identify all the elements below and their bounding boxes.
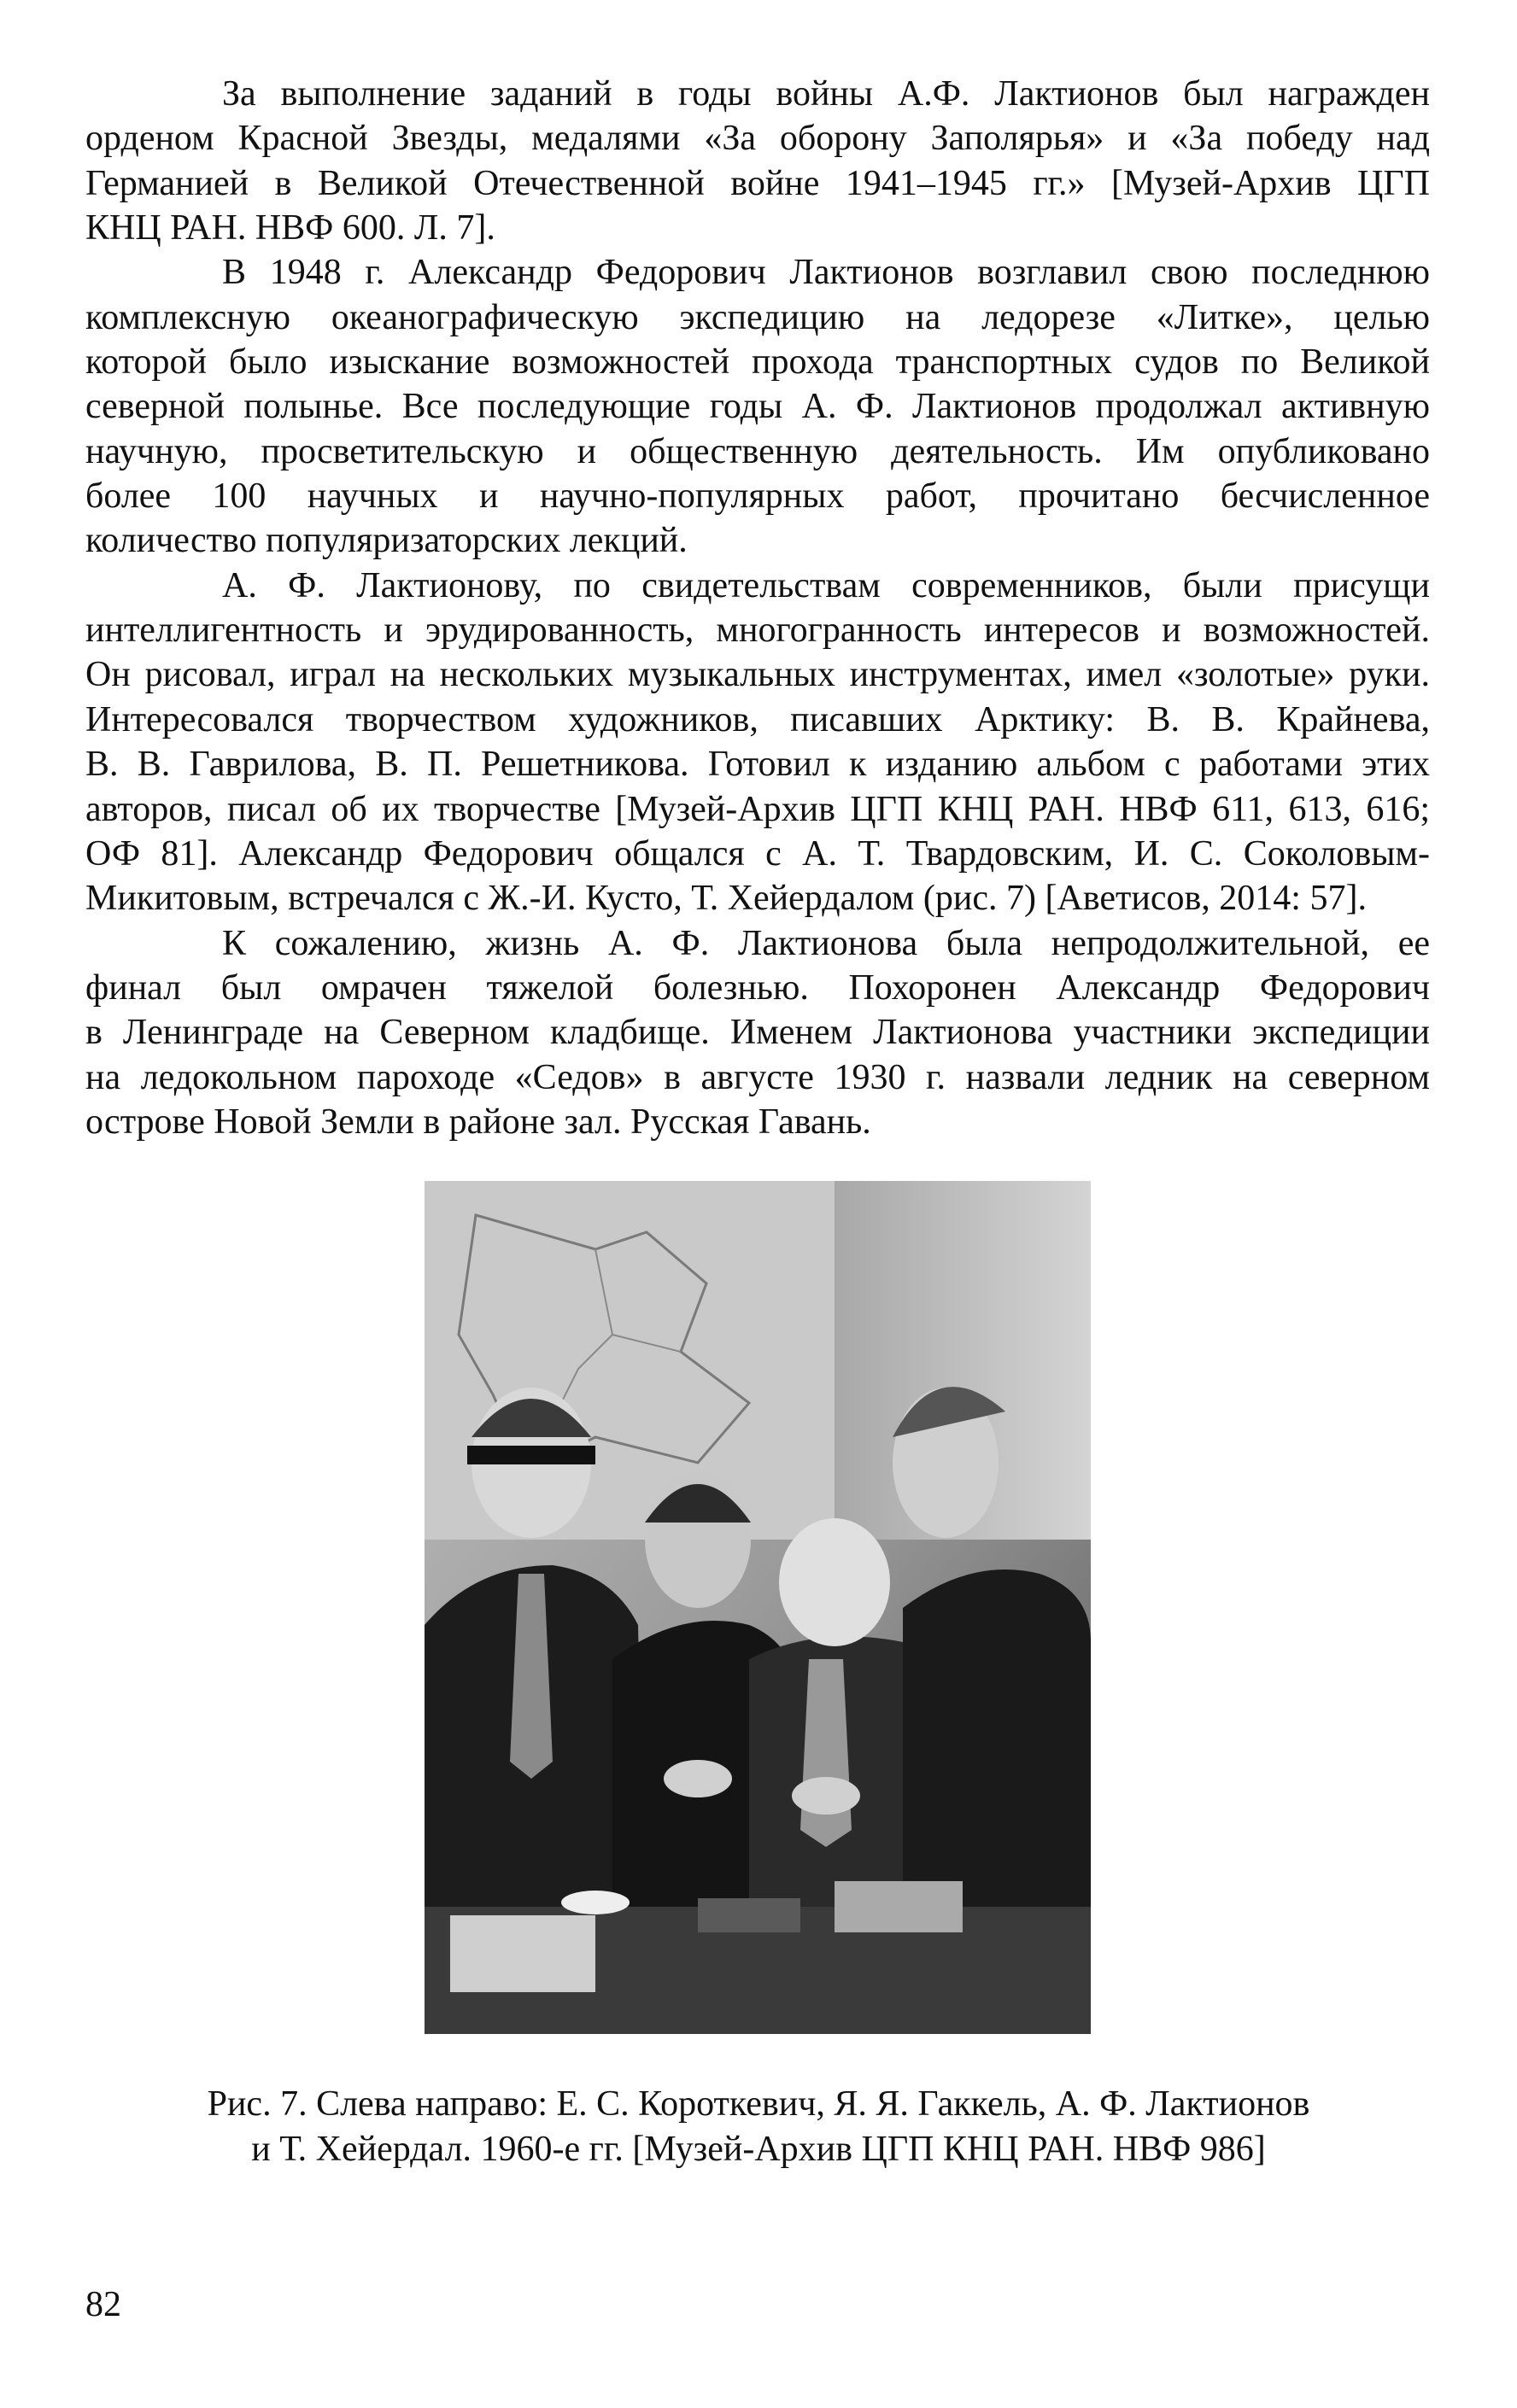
paragraph [85,72,1430,250]
paragraph [85,564,1430,921]
text-line: В. В. Гаврилова, В. П. Решетникова. Готовил к изданию альбом с работами этих [85,745,1430,785]
caption-line: и Т. Хейердал. 1960-е гг. [Музей-Архив ЦГП КНЦ РАН. НВФ 986] [251,2130,1266,2169]
caption-line: Рис. 7. Слева направо: Е. С. Короткевич, Я. Я. Гаккель, А. Ф. Лактионов [207,2084,1310,2124]
text-line: научную, просветительскую и общественную деятельность. Им опубликовано [85,431,1430,471]
text-line: КНЦ РАН. НВФ 600. Л. 7]. [85,208,495,248]
text-line: более 100 научных и научно-популярных работ, прочитано бесчисленное [85,476,1430,517]
figure-caption [0,2082,1517,2172]
text-line: острове Новой Земли в районе зал. Русская Гавань. [85,1102,871,1142]
paragraph [85,921,1430,1145]
text-line: на ледокольном пароходе «Седов» в августе 1930 г. назвали ледник на северном [85,1057,1430,1097]
paragraph [85,250,1430,563]
text-line: Он рисовал, играл на нескольких музыкальных инструментах, имел «золотые» руки. [85,655,1430,695]
text-line: ОФ 81]. Александр Федорович общался с А. Т. Твардовским, И. С. Соколовым- [85,833,1430,874]
text-line: авторов, писал об их творчестве [Музей-Архив ЦГП КНЦ РАН. НВФ 611, 613, 616; [85,789,1430,829]
text-line: финал был омрачен тяжелой болезнью. Похоронен Александр Федорович [85,967,1430,1008]
text-line: В 1948 г. Александр Федорович Лактионов возглавил свою последнюю [222,253,1430,293]
text-line: комплексную океанографическую экспедицию на ледорезе «Литке», целью [85,297,1430,337]
text-line: интеллигентность и эрудированность, многогранность интересов и возможностей. [85,611,1430,651]
text-line: За выполнение заданий в годы войны А.Ф. Лактионов был награжден [222,74,1430,114]
text-line: Интересовался творчеством художников, писавших Арктику: В. В. Крайнева, [85,699,1430,739]
text-line: в Ленинграде на Северном кладбище. Именем Лактионова участники экспедиции [85,1013,1430,1053]
text-line: К сожалению, жизнь А. Ф. Лактионова была непродолжительной, ее [222,923,1430,963]
body-text [85,72,1430,1144]
text-line: А. Ф. Лактионову, по свидетельствам современников, были присущи [222,565,1430,605]
text-line: Германией в Великой Отечественной войне 1941–1945 гг.» [Музей-Архив ЦГП [85,163,1430,203]
text-line: орденом Красной Звезды, медалями «За оборону Заполярья» и «За победу над [85,119,1430,159]
text-line: северной полынье. Все последующие годы А. Ф. Лактионов продолжал активную [85,387,1430,427]
photo-four-men [425,1181,1091,2034]
text-line: Микитовым, встречался с Ж.-И. Кусто, Т. Хейердалом (рис. 7) [Аветисов, 2014: 57]. [85,879,1367,919]
text-line: количество популяризаторских лекций. [85,521,688,561]
page-number: 82 [85,2285,121,2324]
text-line: которой было изыскание возможностей прохода транспортных судов по Великой [85,342,1430,383]
